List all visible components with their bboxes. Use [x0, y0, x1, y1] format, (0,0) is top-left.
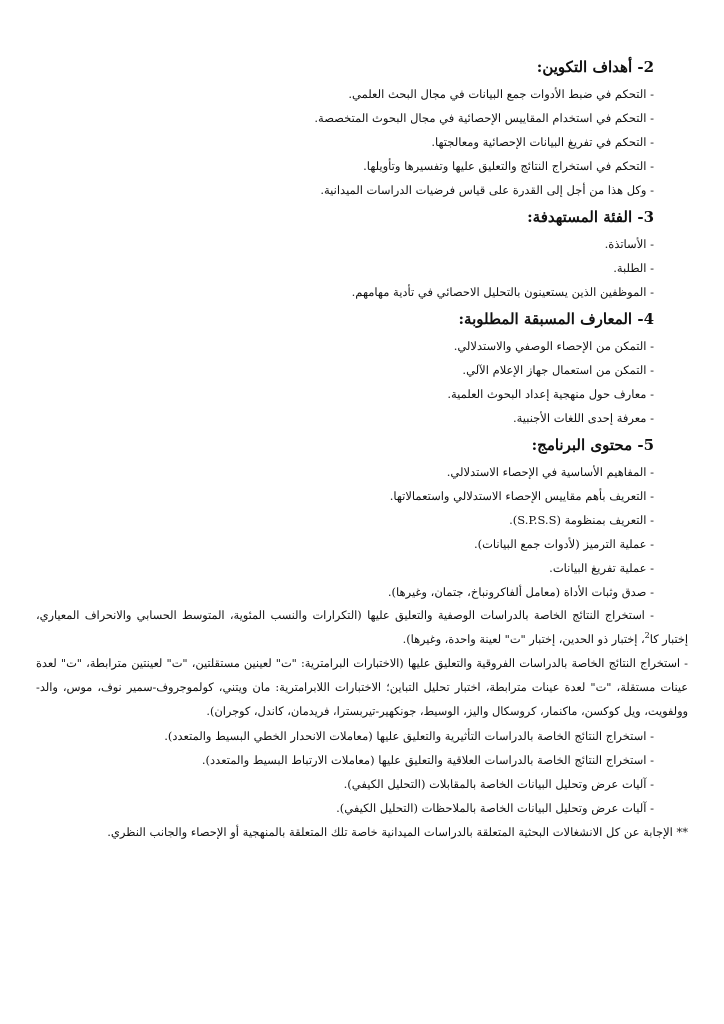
list-item: - التمكن من استعمال جهاز الإعلام الآلي.: [462, 363, 654, 377]
list-item: - آليات عرض وتحليل البيانات الخاصة بالملاحظات (التحليل الكيفي).: [336, 801, 654, 815]
list-item: - آليات عرض وتحليل البيانات الخاصة بالمقابلات (التحليل الكيفي).: [343, 777, 654, 791]
list-item: - التعريف بمنظومة (S.P.S.S).: [509, 513, 654, 527]
list-item: - المفاهيم الأساسية في الإحصاء الاستدلالي.: [446, 465, 654, 479]
list-item: - وكل هذا من أجل إلى القدرة على قياس فرضيات الدراسات الميدانية.: [320, 183, 654, 197]
list-item: - التحكم في استخدام المقاييس الإحصائية في مجال البحوث المتخصصة.: [314, 111, 654, 125]
item-text: - استخراج النتائج الخاصة بالدراسات الوصفية والتعليق عليها (التكرارات والنسب المئوية، المتوسط الحسابي والانحراف المعياري، إختبار كا: [36, 609, 688, 646]
list-item: - التعريف بأهم مقاييس الإحصاء الاستدلالي واستعمالاتها.: [389, 489, 654, 503]
list-item: - الطلبة.: [613, 261, 654, 275]
list-item: - عملية الترميز (لأدوات جمع البيانات).: [473, 537, 654, 551]
section-heading: 2- أهداف التكوين:: [536, 58, 654, 76]
list-item-differential-studies: [36, 652, 688, 724]
list-item: - معارف حول منهجية إعداد البحوث العلمية.: [447, 387, 654, 401]
list-item: - التحكم في تفريغ البيانات الإحصائية ومعالجتها.: [431, 135, 654, 149]
section-program-content: [36, 430, 688, 844]
list-item: - استخراج النتائج الخاصة بالدراسات التأثيرية والتعليق عليها (معاملات الانحدار الخطي البسيط والمتعدد).: [164, 729, 654, 743]
footnote: ** الإجابة عن كل الانشغالات البحثية المتعلقة بالدراسات الميدانية خاصة تلك المتعلقة بالمنهجية أو الإحصاء والجانب النظري.: [107, 825, 688, 839]
section-heading: 5- محتوى البرنامج:: [531, 436, 654, 454]
list-item: - التمكن من الإحصاء الوصفي والاستدلالي.: [453, 339, 654, 353]
list-item: - التحكم في استخراج النتائج والتعليق عليها وتفسيرها وتأويلها.: [363, 159, 654, 173]
item-text-continued: ، إختبار ذو الحدين، إختبار "ت" لعينة واحدة، وغيرها).: [402, 633, 645, 646]
list-item: - استخراج النتائج الخاصة بالدراسات العلاقية والتعليق عليها (معاملات الارتباط البسيط والمتعدد).: [201, 753, 654, 767]
section-heading: 3- الفئة المستهدفة:: [527, 208, 654, 226]
list-item-descriptive-studies: [36, 604, 688, 652]
section-target-audience: [36, 202, 688, 304]
section-heading: 4- المعارف المسبقة المطلوبة:: [458, 310, 654, 328]
list-item: - عملية تفريغ البيانات.: [549, 561, 654, 575]
list-item: - معرفة إحدى اللغات الأجنبية.: [512, 411, 654, 425]
list-item: - الأساتذة.: [604, 237, 654, 251]
item-text: - استخراج النتائج الخاصة بالدراسات الفروقية والتعليق عليها (الاختبارات البرامترية: "ت" لعينين مستقلتين، "ت" لعينتين مترابطة، "ت" لعدة عينات مستقلة، "ت" لعدة عينات مترابطة، اختبار تحليل التباين؛ الاختبارات اللابرامترية: مان ويتني، كولموجروف-سمير نوف، موس، والد-وولفويت، ويل كوكسن، ماكنمار، كروسكال واليز، الوسيط، جونكهير-تيربسترا، فريدمان، كاندل، كوجران).: [36, 657, 688, 718]
section-training-objectives: [36, 52, 688, 202]
section-prerequisites: [36, 304, 688, 430]
document-content: [36, 52, 688, 844]
list-item: - التحكم في ضبط الأدوات جمع البيانات في مجال البحث العلمي.: [348, 87, 654, 101]
superscript: 2: [644, 631, 650, 641]
list-item: - صدق وثبات الأداة (معامل ألفاكرونباخ، جتمان، وغيرها).: [387, 585, 654, 599]
list-item: - الموظفين الذين يستعينون بالتحليل الاحصائي في تأدية مهامهم.: [351, 285, 654, 299]
